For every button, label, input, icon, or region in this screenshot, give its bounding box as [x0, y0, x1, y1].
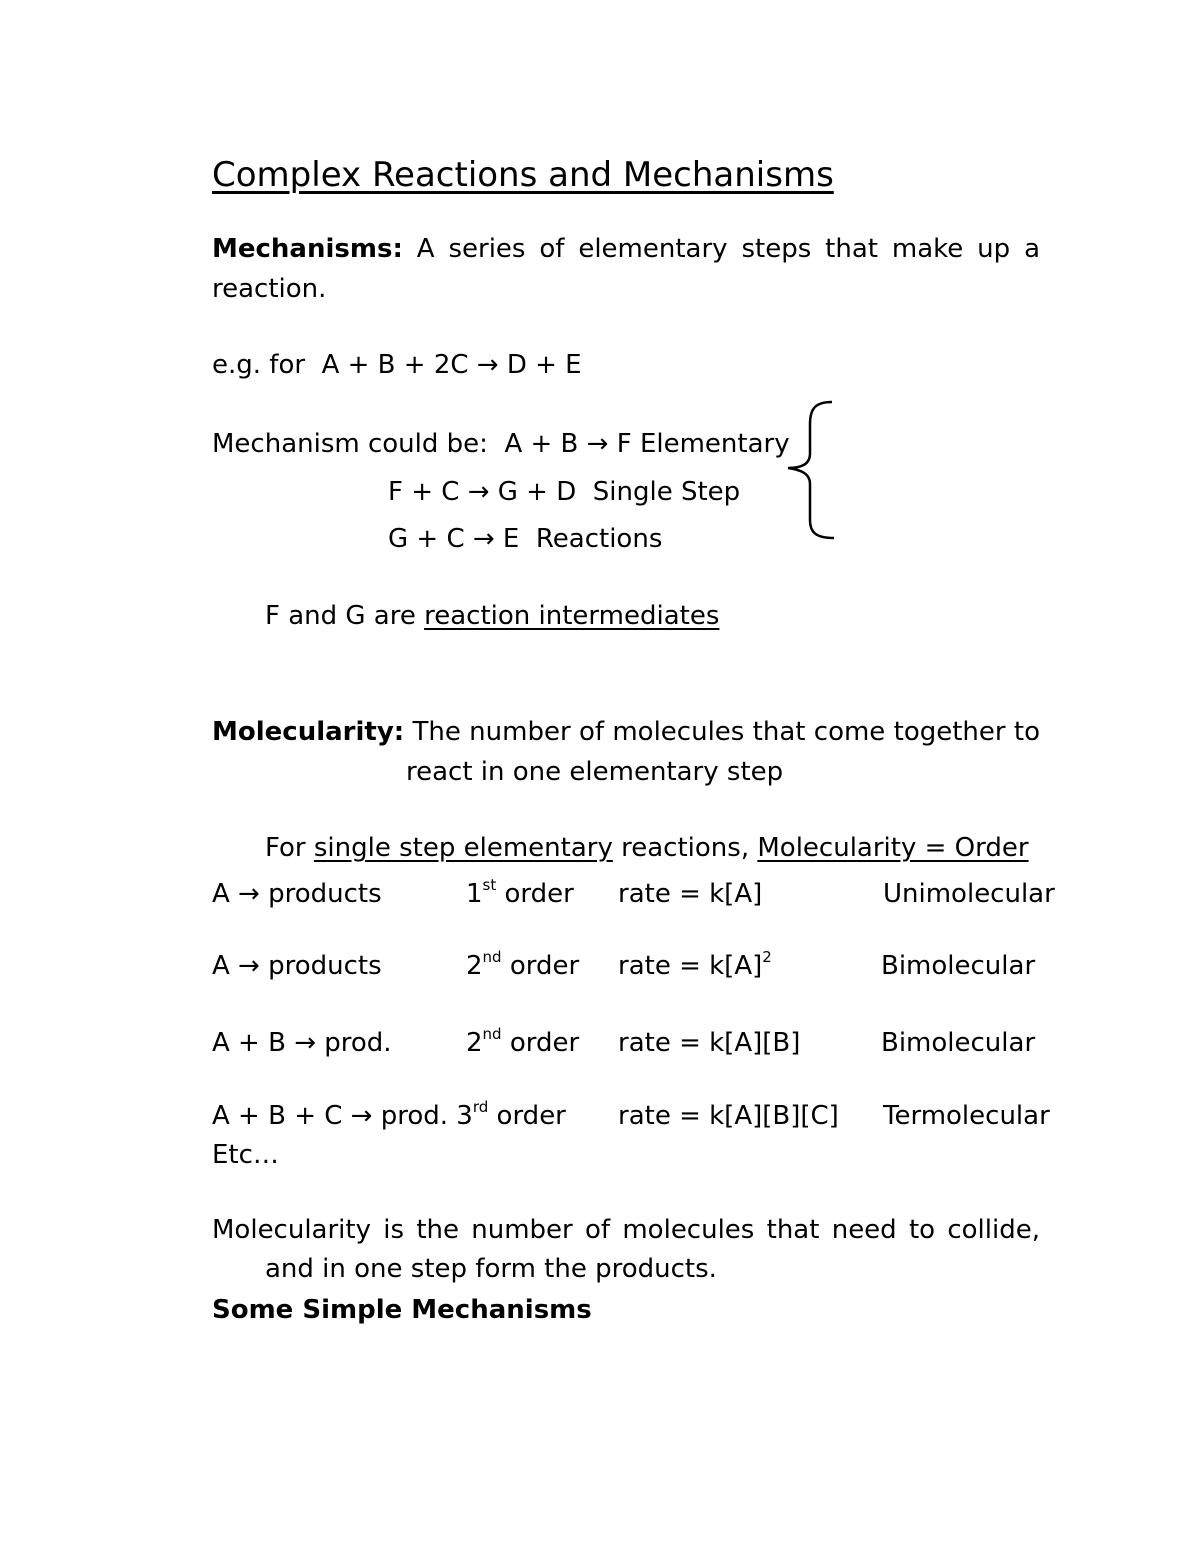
- intermediates-term: reaction intermediates: [424, 601, 720, 631]
- rule-for: For: [265, 833, 306, 863]
- table-row-rate: rate = k[A][B][C]: [618, 1101, 839, 1131]
- mechanisms-definition-cont: reaction.: [212, 274, 327, 304]
- page-title: Complex Reactions and Mechanisms: [212, 155, 834, 195]
- mechanism-step-3: [388, 526, 662, 552]
- table-row-type: Termolecular: [883, 1101, 1050, 1131]
- curly-brace-icon: [780, 398, 840, 544]
- order-number: 2: [466, 1028, 483, 1058]
- rule-line: [265, 835, 1029, 861]
- mechanism-step-2: [388, 479, 740, 505]
- order-number: 3: [456, 1101, 473, 1131]
- mechanism-lead: Mechanism could be:: [212, 429, 488, 459]
- molecularity-term: Molecularity:: [212, 717, 405, 747]
- step-1-note: Elementary: [639, 429, 790, 459]
- mechanisms-term: Mechanisms:: [212, 234, 403, 264]
- molecularity-definition-cont: react in one elementary step: [406, 757, 784, 787]
- rule-equality: Molecularity = Order: [757, 833, 1029, 863]
- order-word: order: [496, 1101, 566, 1131]
- summary-line-1: Molecularity is the number of molecules that need to collide,: [212, 1215, 1040, 1245]
- order-suffix: nd: [482, 948, 502, 966]
- table-row-order: [466, 1025, 580, 1058]
- molecularity-definition: [212, 719, 1040, 745]
- order-word: order: [504, 879, 574, 909]
- table-row-type: Unimolecular: [883, 879, 1055, 909]
- summary-line-2: and in one step form the products.: [265, 1254, 717, 1284]
- table-row-rate: [618, 948, 772, 981]
- table-row-reaction: A → products: [212, 951, 382, 981]
- table-row-reaction: A + B + C → prod.: [212, 1101, 449, 1131]
- order-suffix: rd: [472, 1098, 489, 1116]
- mechanisms-definition: [212, 236, 1040, 262]
- order-suffix: st: [482, 876, 497, 894]
- order-number: 1: [466, 879, 483, 909]
- step-2-reaction: F + C → G + D: [388, 477, 577, 507]
- table-row-order: [466, 948, 580, 981]
- table-row-type: Bimolecular: [881, 951, 1036, 981]
- table-row-rate: rate = k[A]: [618, 879, 763, 909]
- order-suffix: nd: [482, 1025, 502, 1043]
- step-3-reaction: G + C → E: [388, 524, 520, 554]
- mechanisms-definition-text: A series of elementary steps that make up a: [416, 234, 1041, 264]
- intermediates-line: [265, 603, 719, 629]
- rate-exponent: 2: [762, 948, 772, 966]
- example-reaction: A + B + 2C → D + E: [321, 350, 582, 380]
- mechanism-step-1: [212, 431, 790, 457]
- table-row-order: [466, 876, 574, 909]
- order-word: order: [509, 951, 580, 981]
- molecularity-definition-text: The number of molecules that come together to: [412, 717, 1041, 747]
- etc-text: Etc…: [212, 1140, 279, 1170]
- order-word: order: [509, 1028, 580, 1058]
- table-row-reaction: A → products: [212, 879, 382, 909]
- rate-expression: rate = k[A]: [618, 951, 763, 981]
- table-row-type: Bimolecular: [881, 1028, 1036, 1058]
- example-line: [212, 352, 582, 378]
- order-number: 2: [466, 951, 483, 981]
- section-heading: Some Simple Mechanisms: [212, 1295, 592, 1325]
- rule-single-step: single step elementary: [313, 833, 613, 863]
- step-3-note: Reactions: [535, 524, 663, 554]
- example-lead: e.g. for: [212, 350, 306, 380]
- table-row-rate: rate = k[A][B]: [618, 1028, 801, 1058]
- table-row-reaction-and-order: [212, 1098, 566, 1131]
- step-1-reaction: A + B → F: [504, 429, 632, 459]
- rule-mid: reactions,: [621, 833, 750, 863]
- intermediates-lead: F and G are: [265, 601, 416, 631]
- table-row-reaction: A + B → prod.: [212, 1028, 392, 1058]
- step-2-note: Single Step: [592, 477, 741, 507]
